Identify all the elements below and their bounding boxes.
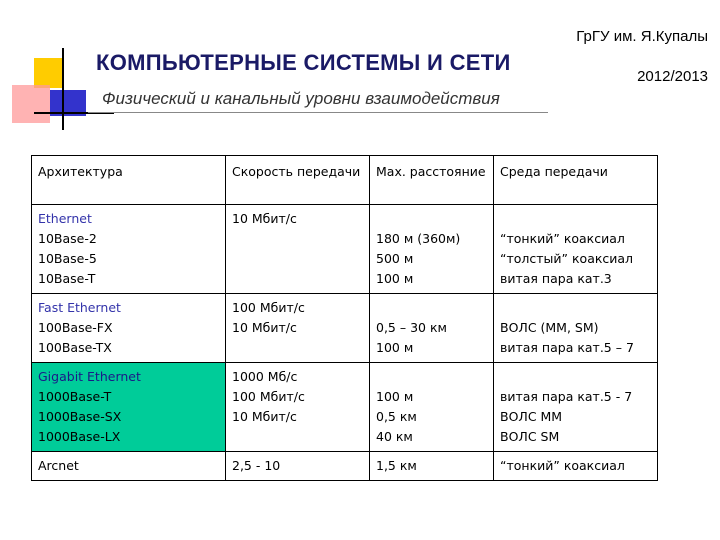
speed-value: 100 Мбит/с [232, 300, 305, 315]
cell-speed [226, 205, 370, 294]
cell-distance [370, 363, 494, 452]
speed-value: 2,5 - 10 [232, 458, 281, 473]
architecture-name: Arcnet [38, 458, 79, 473]
medium-value: “тонкий” коаксиал [500, 458, 625, 473]
speed-value: 10 Мбит/с [232, 211, 297, 226]
distance-value: 1,5 км [376, 458, 417, 473]
architecture-link[interactable]: Fast Ethernet [38, 300, 121, 315]
speed-value: 10 Мбит/с [232, 320, 297, 335]
table-row [32, 205, 658, 294]
logo-red-square [12, 85, 50, 123]
header-medium: Среда передачи [494, 156, 658, 205]
standard-name: 10Base-T [38, 271, 96, 286]
cell-medium [494, 294, 658, 363]
standard-name: 10Base-2 [38, 231, 97, 246]
academic-year: 2012/2013 [637, 68, 708, 85]
slide-title: КОМПЬЮТЕРНЫЕ СИСТЕМЫ И СЕТИ [96, 50, 511, 75]
medium-value: ВОЛС MM [500, 409, 563, 424]
standard-name: 10Base-5 [38, 251, 97, 266]
cell-medium [494, 363, 658, 452]
distance-value: 100 м [376, 340, 414, 355]
logo-vertical-line [62, 48, 64, 130]
table-row [32, 294, 658, 363]
cell-medium [494, 205, 658, 294]
cell-speed [226, 363, 370, 452]
standard-name: 1000Base-T [38, 389, 112, 404]
distance-value: 0,5 км [376, 409, 417, 424]
distance-value: 100 м [376, 271, 414, 286]
architecture-link[interactable]: Ethernet [38, 211, 92, 226]
table-row [32, 452, 658, 481]
medium-value: витая пара кат.5 – 7 [500, 340, 634, 355]
cell-architecture [32, 205, 226, 294]
standard-name: 100Base-TX [38, 340, 112, 355]
medium-value: “толстый” коаксиал [500, 251, 634, 266]
cell-architecture [32, 452, 226, 481]
header-speed: Скорость передачи [226, 156, 370, 205]
cell-architecture [32, 294, 226, 363]
medium-value: “тонкий” коаксиал [500, 231, 625, 246]
cell-medium [494, 452, 658, 481]
distance-value: 180 м (360м) [376, 231, 461, 246]
table-row [32, 363, 658, 452]
cell-distance [370, 294, 494, 363]
distance-value: 100 м [376, 389, 414, 404]
logo-yellow-square [34, 58, 64, 88]
cell-architecture-highlighted [32, 363, 226, 452]
organization-name: ГрГУ им. Я.Купалы [576, 28, 708, 45]
subtitle-divider [88, 112, 548, 113]
architecture-link[interactable]: Gigabit Ethernet [38, 369, 141, 384]
standard-name: 1000Base-LX [38, 429, 121, 444]
medium-value: витая пара кат.5 - 7 [500, 389, 633, 404]
slide-logo [0, 0, 110, 140]
speed-value: 10 Мбит/с [232, 409, 297, 424]
distance-value: 0,5 – 30 км [376, 320, 447, 335]
header-architecture: Архитектура [32, 156, 226, 205]
medium-value: витая пара кат.3 [500, 271, 612, 286]
header-distance: Max. расстояние [370, 156, 494, 205]
network-architectures-table [31, 155, 658, 481]
medium-value: ВОЛС (MM, SM) [500, 320, 599, 335]
table-header-row [32, 156, 658, 205]
cell-distance [370, 205, 494, 294]
cell-speed [226, 452, 370, 481]
cell-distance [370, 452, 494, 481]
standard-name: 1000Base-SX [38, 409, 122, 424]
cell-speed [226, 294, 370, 363]
distance-value: 500 м [376, 251, 414, 266]
distance-value: 40 км [376, 429, 413, 444]
slide-subtitle: Физический и канальный уровни взаимодействия [102, 89, 500, 108]
standard-name: 100Base-FX [38, 320, 113, 335]
speed-value: 1000 Мб/с [232, 369, 298, 384]
speed-value: 100 Мбит/с [232, 389, 305, 404]
medium-value: ВОЛС SM [500, 429, 560, 444]
